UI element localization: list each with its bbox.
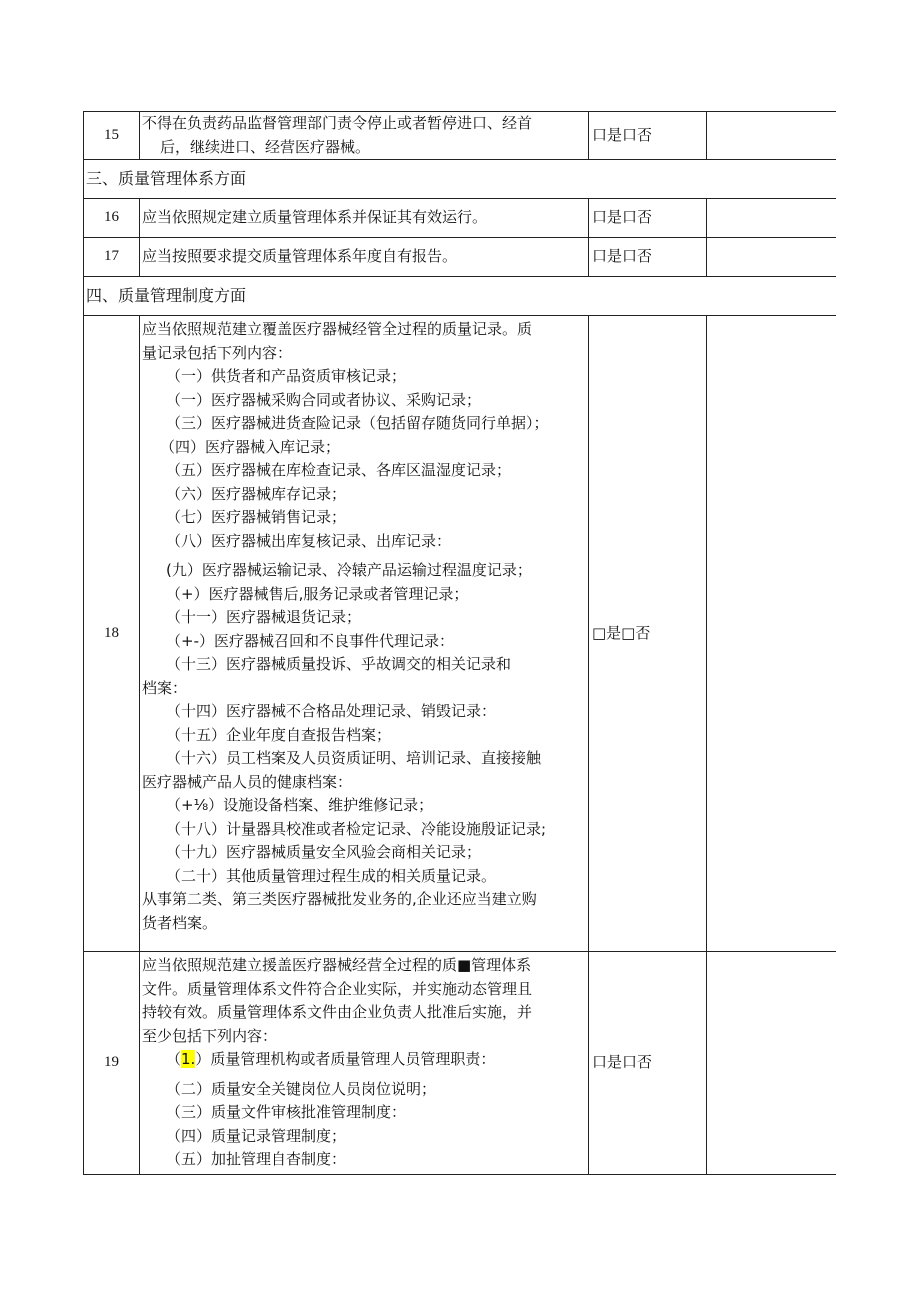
content-line: 从事第二类、第三类医疗器械批发业务的,企业还应当建立购 bbox=[142, 890, 537, 908]
record-item: （一）医疗器械采购合同或者协议、采购记录； bbox=[166, 390, 482, 409]
yes-no-checkbox[interactable]: 口是口否 bbox=[589, 952, 707, 1175]
item-number: 16 bbox=[84, 199, 140, 238]
table-row-17 bbox=[84, 238, 837, 277]
record-item: （五）医疗器械在库检查记录、各库区温湿度记录； bbox=[166, 461, 512, 479]
record-item: (九）医疗器械运输记录、冷辕产品运输过程温度记录； bbox=[166, 561, 532, 579]
content-line: 货者档案。 bbox=[142, 913, 218, 932]
record-item: （六）医疗器械库存记录； bbox=[166, 484, 347, 503]
record-item: （四）医疗器械入库记录； bbox=[160, 437, 341, 456]
remark-cell[interactable] bbox=[707, 199, 837, 238]
record-item: （十一）医疗器械退货记录； bbox=[166, 608, 362, 626]
record-item: 医疗器械产品人员的健康档案： bbox=[142, 772, 353, 791]
remark-cell[interactable] bbox=[707, 238, 837, 277]
record-item: 档案： bbox=[142, 678, 188, 697]
content-line: 应当依照规范建立援盖医疗器械经营全过程的质■管理体系 bbox=[142, 956, 532, 974]
record-item: （四）质量记录管理制度； bbox=[166, 1126, 347, 1145]
spacer bbox=[142, 935, 586, 949]
record-item bbox=[142, 1048, 586, 1072]
record-item: （+-）医疗器械召回和不良事件代理记录： bbox=[166, 631, 454, 650]
inspection-table bbox=[83, 111, 836, 1175]
record-item: （八）医疗器械出库复核记录、出库记录： bbox=[166, 531, 452, 550]
record-item: （+）医疗器械售后,服务记录或者管理记录； bbox=[166, 584, 469, 603]
record-item: （一）供货者和产品资质审核记录； bbox=[166, 367, 407, 385]
section-heading: 四、质量管理制度方面 bbox=[84, 277, 837, 316]
record-item: （二）质量安全关键岗位人员岗位说明； bbox=[166, 1079, 437, 1098]
record-item: （五）加扯管理自杳制度： bbox=[166, 1150, 347, 1168]
inspection-table-page bbox=[83, 111, 836, 1180]
table-row-15 bbox=[84, 112, 837, 160]
content-line: 持较有效。质量管理体系文件由企业负责人批准后实施，并 bbox=[142, 1003, 533, 1021]
item-content bbox=[140, 112, 589, 160]
record-item: （七）医疗器械销售记录； bbox=[166, 508, 347, 526]
remark-cell[interactable] bbox=[707, 316, 837, 952]
record-item: （十五）企业年度自查报告档案； bbox=[166, 725, 392, 744]
section-row-4 bbox=[84, 277, 837, 316]
table-row-16 bbox=[84, 199, 837, 238]
item-number: 15 bbox=[84, 112, 140, 160]
record-item: （十九）医疗器械质量安全风验会商相关记录； bbox=[166, 843, 482, 861]
content-line: 量记录包括下列内容： bbox=[142, 343, 293, 362]
table-row-19 bbox=[84, 952, 837, 1175]
content-line: 后，继续进口、经营医疗器械。 bbox=[160, 137, 371, 156]
content-line: 应当依照规范建立覆盖医疗器械经管全过程的质量记录。质 bbox=[142, 320, 533, 338]
item-content bbox=[140, 952, 589, 1175]
yes-no-checkbox[interactable]: 口是口否 bbox=[589, 199, 707, 238]
content-line: 不得在负责药品监督管理部门责令停止或者暂停进口、经首 bbox=[142, 114, 533, 132]
record-item: （三）医疗器械进货查险记录（包括留存随货同行单据）； bbox=[166, 414, 549, 432]
record-item: （二十）其他质量管理过程生成的相关质量记录。 bbox=[166, 866, 497, 885]
item-number: 17 bbox=[84, 238, 140, 277]
item-content bbox=[140, 316, 589, 952]
record-item: （+⅛）设施设备档案、维护维修记录； bbox=[166, 796, 434, 814]
item-content: 应当按照要求提交质量管理体系年度自有报告。 bbox=[140, 238, 589, 277]
record-item: （十六）员工档案及人员资质证明、培训记录、直接接触 bbox=[166, 749, 542, 767]
section-heading: 三、质量管理体系方面 bbox=[84, 160, 837, 199]
remark-cell[interactable] bbox=[707, 112, 837, 160]
item-number: 18 bbox=[84, 316, 140, 952]
record-item: （十八）计量器具校准或者检定记录、冷能设施殷证记录; bbox=[166, 819, 547, 838]
record-item: （十四）医疗器械不合格品处理记录、销毁记录： bbox=[166, 702, 497, 720]
table-row-18 bbox=[84, 316, 837, 952]
highlighted-mark: 1. bbox=[181, 1050, 196, 1068]
item-open-paren: （ bbox=[166, 1050, 182, 1068]
record-item: （十三）医疗器械质量投诉、乎故调交的相关记录和 bbox=[166, 655, 512, 673]
record-item: （三）质量文件审核批准管理制度： bbox=[166, 1103, 407, 1121]
yes-no-checkbox[interactable]: 口是口否 bbox=[589, 238, 707, 277]
item-content: 应当依照规定建立质量管理体系并保证其有效运行。 bbox=[140, 199, 589, 238]
section-row-3 bbox=[84, 160, 837, 199]
remark-cell[interactable] bbox=[707, 952, 837, 1175]
item-number: 19 bbox=[84, 952, 140, 1175]
content-line: 至少包括下列内容： bbox=[142, 1026, 278, 1045]
yes-no-checkbox[interactable]: 口是口否 bbox=[589, 112, 707, 160]
content-line: 文件。质量管理体系文件符合企业实际，并实施动态管理且 bbox=[142, 979, 533, 998]
item-text: ）质量管理机构或者质量管理人员管理职责： bbox=[195, 1050, 496, 1068]
yes-no-checkbox[interactable]: □是□否 bbox=[589, 316, 707, 952]
